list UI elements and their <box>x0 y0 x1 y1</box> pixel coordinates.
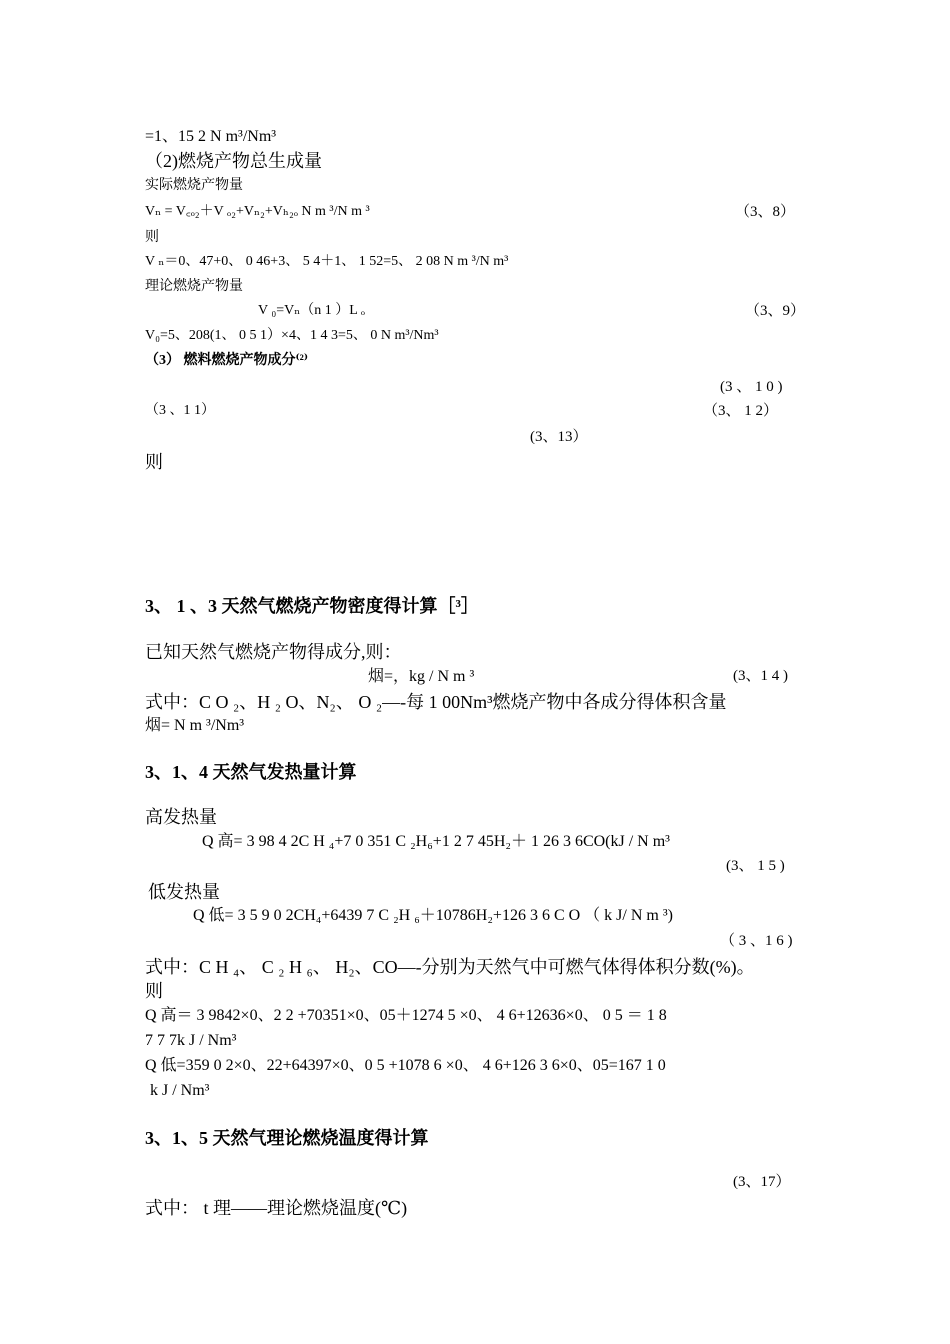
subheading: （3） 燃料燃烧产物成分⁽²⁾ <box>145 353 309 368</box>
equation-number: (3、17） <box>733 1174 791 1190</box>
equation-number: （ 3 、1 6 ) <box>720 933 793 949</box>
formula-line: 7 7 7k J / Nm³ <box>145 1032 237 1049</box>
equation-number: （3、8） <box>735 204 796 220</box>
equation-number: （3 、1 1） <box>145 403 215 418</box>
text-line: 式中：C O ₂、H ₂ O、N₂、 O ₂—-每 1 00Nm³燃烧产物中各成分得体积含量 <box>145 692 727 712</box>
formula-line: V₀=5、208(1、 0 5 1）×4、1 4 3=5、 0 N m³/Nm³ <box>145 328 439 343</box>
text-line: =1、15 2 N m³/Nm³ <box>145 128 277 145</box>
text-line: 高发热量 <box>145 807 217 827</box>
text-line: 则 <box>145 230 159 245</box>
text-line: 则 <box>145 981 163 1001</box>
formula-line: k J / Nm³ <box>150 1082 210 1099</box>
section-heading: 3、1、4 天然气发热量计算 <box>145 762 357 782</box>
subheading: （2)燃烧产物总生成量 <box>145 151 322 171</box>
text-line: 低发热量 <box>148 882 220 902</box>
equation-number: (3、1 4 ) <box>733 668 788 684</box>
formula-line: 烟= N m ³/Nm³ <box>145 717 245 734</box>
text-line: 则 <box>145 452 163 472</box>
formula-line: 烟=，kg / N m ³ <box>368 668 475 685</box>
section-heading: 3、1、5 天然气理论燃烧温度得计算 <box>145 1128 429 1148</box>
formula-line: V ₀=Vₙ（n 1 ）L ₒ <box>258 303 365 318</box>
text-line: 已知天然气燃烧产物得成分,则： <box>145 642 402 662</box>
formula-line: Q 高＝ 3 9842×0、2 2 +70351×0、05＋1274 5 ×0、 4 6+12636×0、 0 5 ＝ 1 8 <box>145 1007 667 1024</box>
section-heading: 3、 1 、3 天然气燃烧产物密度得计算［³］ <box>145 596 479 616</box>
equation-number: (3、 1 5 ) <box>726 858 785 874</box>
equation-number: (3 、 1 0 ) <box>720 379 783 395</box>
formula-line: V ₙ＝0、47+0、 0 46+3、 5 4＋1、 1 52=5、 2 08 N m ³/N m³ <box>145 254 509 269</box>
equation-number: （3、9） <box>745 303 806 319</box>
text-line: 式中：C H ₄、 C ₂ H ₆、 H₂、CO—-分别为天然气中可燃气体得体积分数(%)。 <box>145 957 755 977</box>
text-line: 式中： t 理——理论燃烧温度(℃) <box>145 1198 408 1218</box>
formula-line: Vₙ = V꜀ₒ₂＋V ₒ₂+Vₙ₂+Vₕ₂ₒ N m ³/N m ³ <box>145 204 370 219</box>
text-line: 理论燃烧产物量 <box>145 279 243 294</box>
formula-line: Q 高= 3 98 4 2C H ₄+7 0 351 C ₂H₆+1 2 7 45H₂＋ 1 26 3 6CO(kJ / N m³ <box>202 833 670 850</box>
formula-line: Q 低= 3 5 9 0 2CH₄+6439 7 C ₂H ₆＋10786H₂+126 3 6 C O （ k J/ N m ³) <box>193 907 673 924</box>
equation-number: （3、 1 2） <box>703 403 779 419</box>
formula-line: Q 低=359 0 2×0、22+64397×0、0 5 +1078 6 ×0、 4 6+126 3 6×0、05=167 1 0 <box>145 1057 666 1074</box>
text-line: 实际燃烧产物量 <box>145 178 243 193</box>
equation-number: (3、13） <box>530 429 588 445</box>
